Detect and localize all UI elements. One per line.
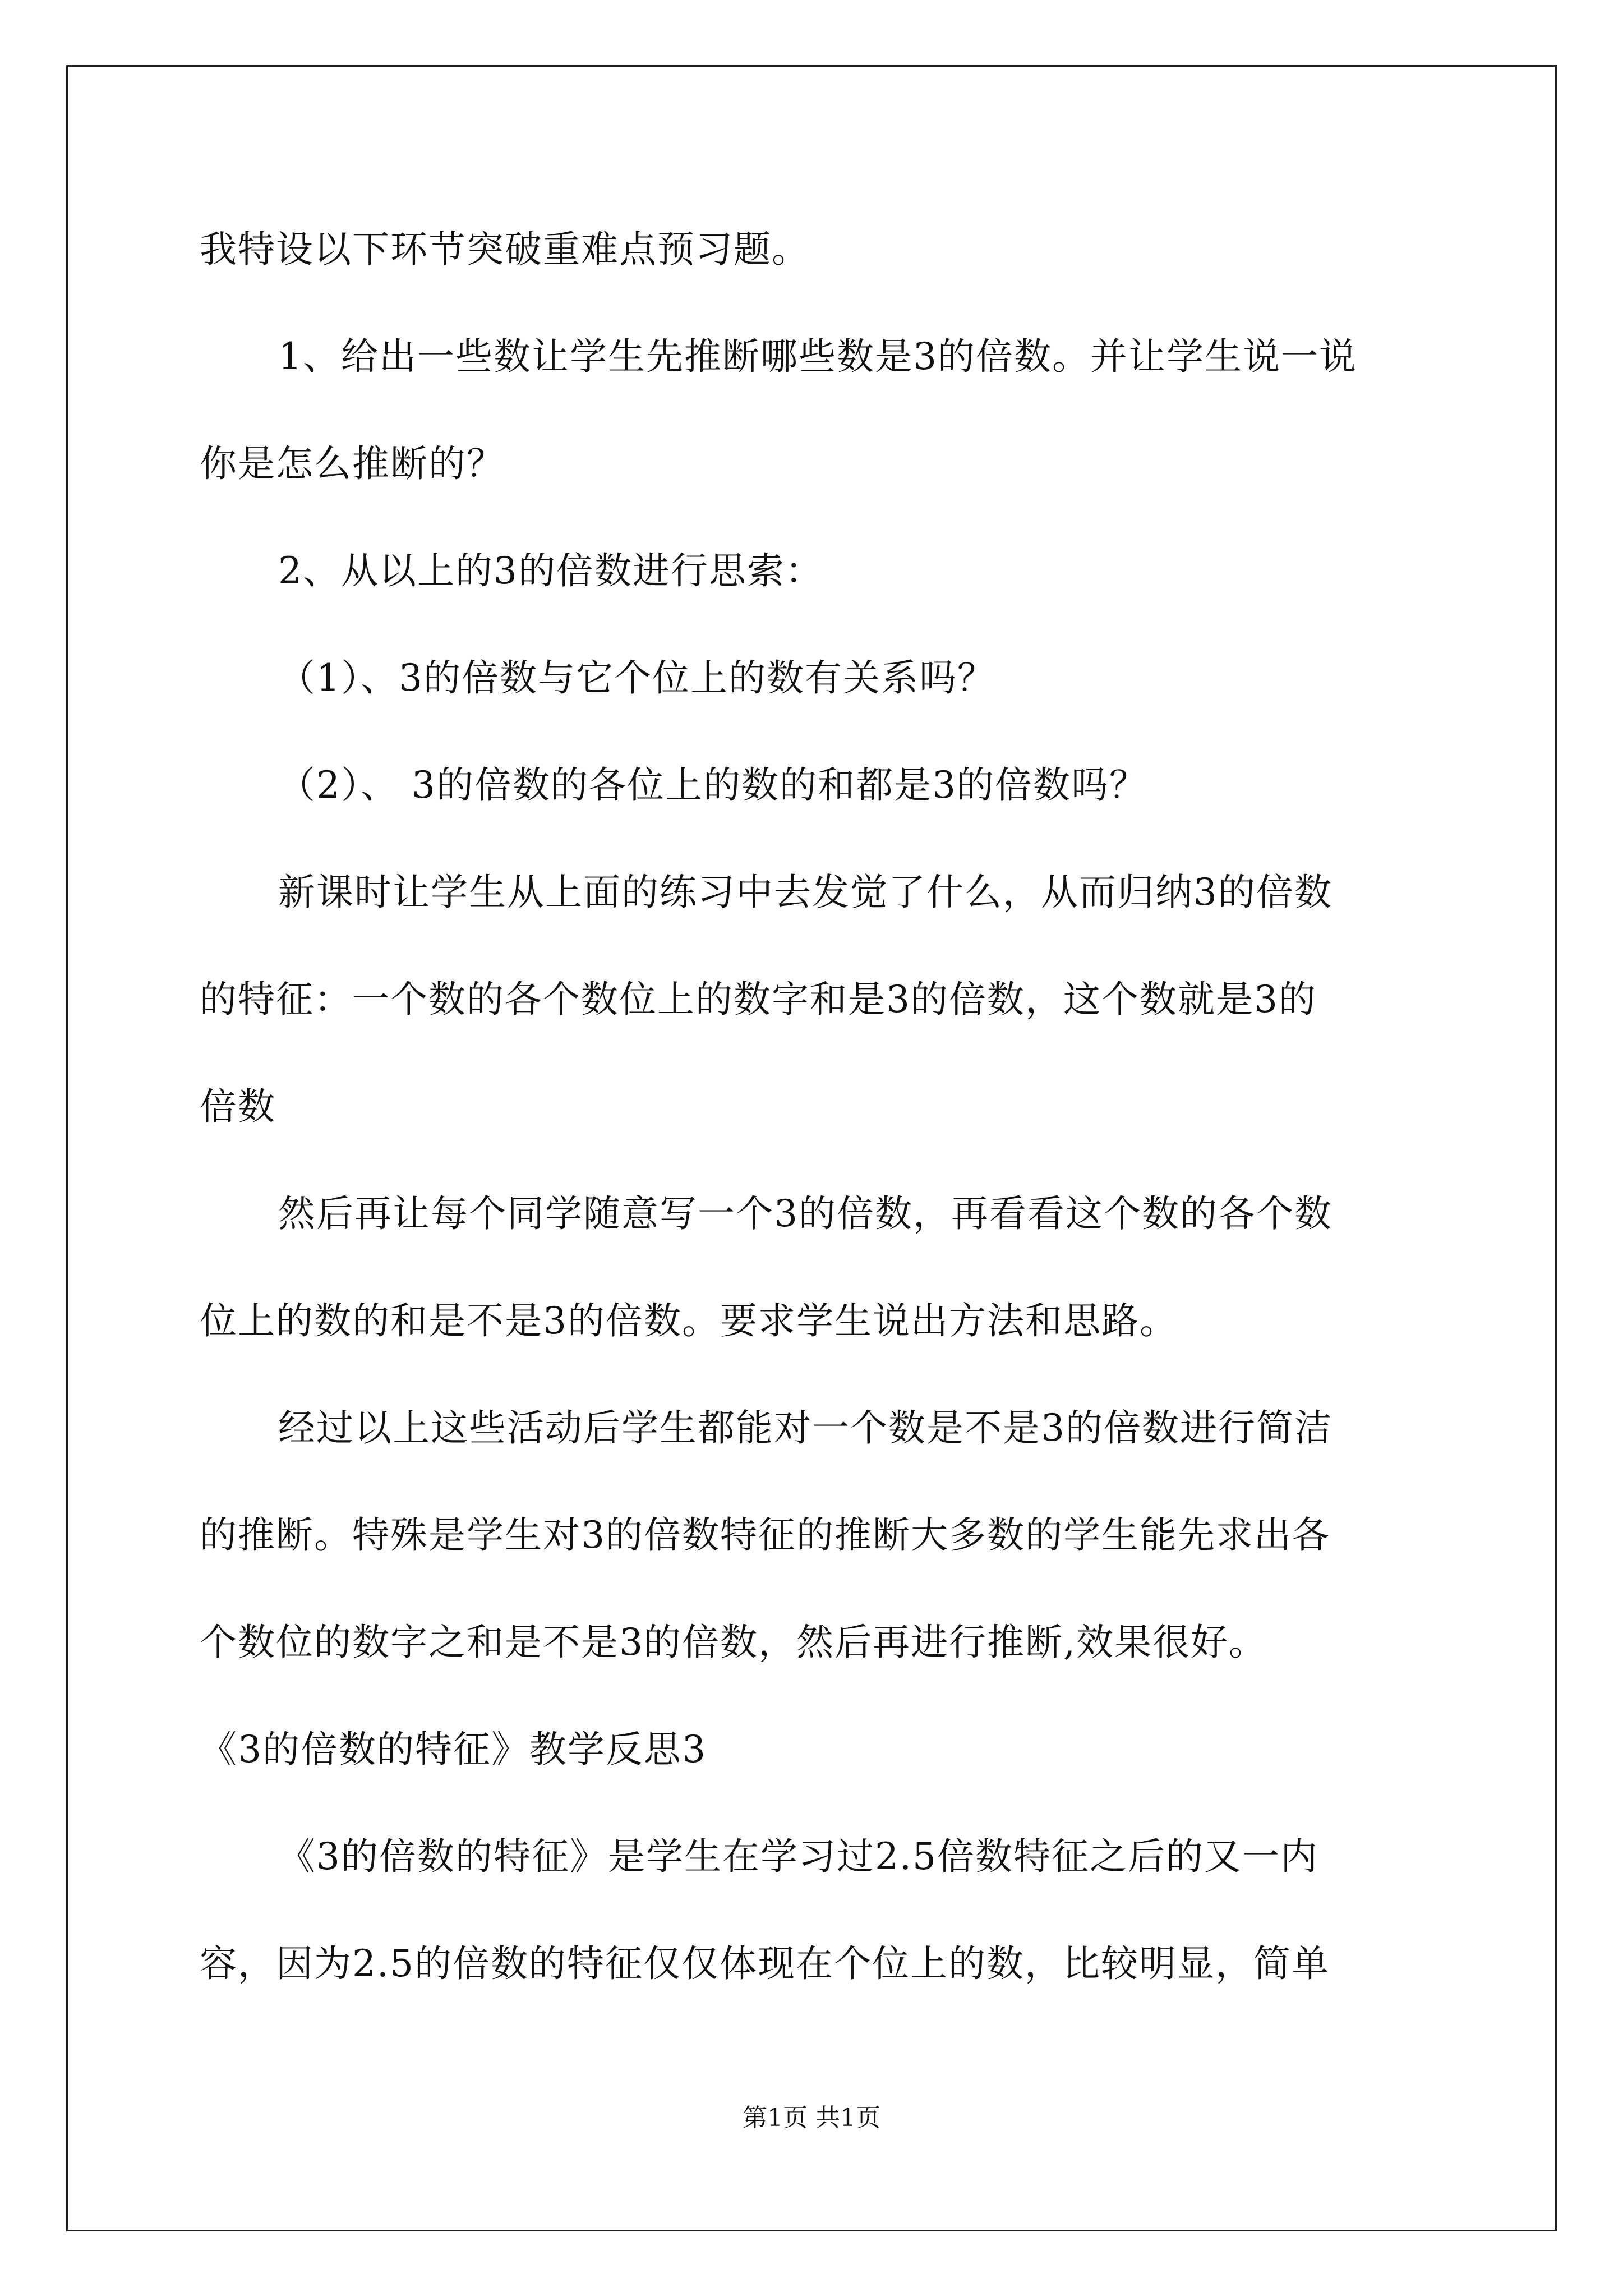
section-heading: 《3的倍数的特征》教学反思3 [200,1728,707,1771]
text-line: 位上的数的和是不是3的倍数。要求学生说出方法和思路。 [200,1299,1178,1342]
text-line: 然后再让每个同学随意写一个3的倍数，再看看这个数的各个数 [278,1192,1332,1235]
text-line: 经过以上这些活动后学生都能对一个数是不是3的倍数进行简洁 [278,1406,1332,1450]
text-line: 《3的倍数的特征》是学生在学习过2.5倍数特征之后的又一内 [278,1835,1318,1878]
text-line: 容，因为2.5的倍数的特征仅仅体现在个位上的数，比较明显，简单 [200,1942,1330,1985]
text-line: 1、给出一些数让学生先推断哪些数是3的倍数。并让学生说一说 [278,335,1357,378]
text-line: 我特设以下环节突破重难点预习题。 [200,228,810,271]
text-line: 2、从以上的3的倍数进行思索： [278,549,823,592]
page-border [66,65,1557,2231]
text-line: 的推断。特殊是学生对3的倍数特征的推断大多数的学生能先求出各 [200,1513,1330,1557]
text-line: （2）、 3的倍数的各位上的数的和都是3的倍数吗？ [278,763,1147,807]
text-line: 你是怎么推断的？ [200,442,505,485]
text-line: 的特征：一个数的各个数位上的数字和是3的倍数，这个数就是3的 [200,978,1317,1021]
text-line: 个数位的数字之和是不是3的倍数，然后再进行推断,效果很好。 [200,1621,1267,1664]
text-line: 倍数 [200,1085,276,1128]
text-line: 新课时让学生从上面的练习中去发觉了什么，从而归纳3的倍数 [278,871,1332,914]
page-footer: 第1页 共1页 [743,2104,880,2132]
text-line: （1）、3的倍数与它个位上的数有关系吗？ [278,656,995,700]
